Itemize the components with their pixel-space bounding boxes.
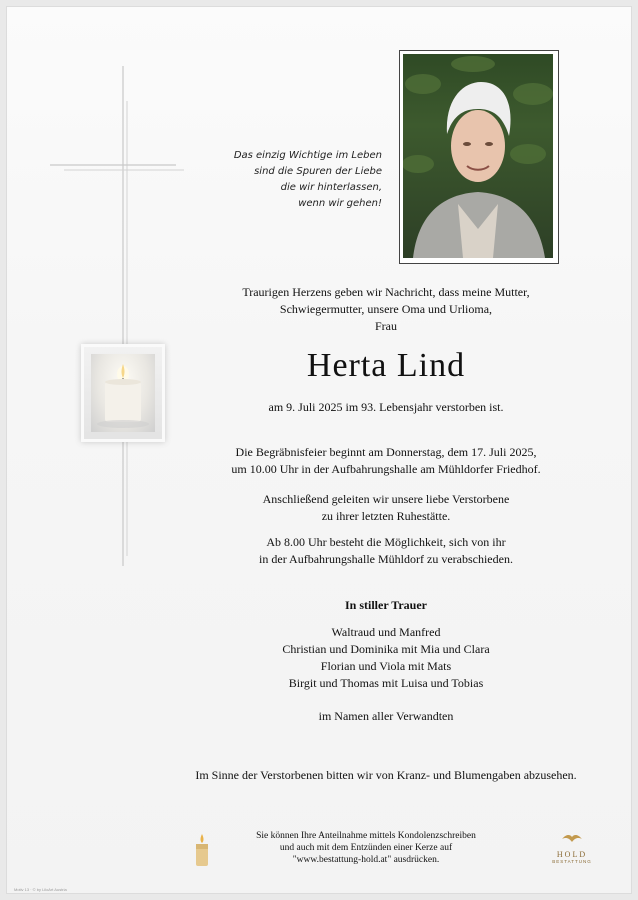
flowers-request: Im Sinne der Verstorbenen bitten wir von Kranz- und Blumengaben abzusehen.	[195, 768, 577, 782]
mourner-entry: Birgit und Thomas mit Luisa und Tobias	[288, 676, 484, 690]
quote	[202, 148, 382, 212]
intro-line: Traurigen Herzens geben wir Nachricht, dass meine Mutter,	[242, 285, 530, 299]
footer-line: Sie können Ihre Anteilnahme mittels Kondolenzschreiben	[256, 831, 476, 841]
mourner-entry: Florian und Viola mit Mats	[320, 659, 452, 673]
viewing-line: Ab 8.00 Uhr besteht die Möglichkeit, sich von ihr	[266, 535, 506, 549]
intro-line: Schwiegermutter, unsere Oma und Urlioma,	[279, 302, 493, 316]
footer-line: "www.bestattung-hold.at" ausdrücken.	[292, 855, 440, 865]
condolence-info	[226, 830, 506, 866]
funeral-line: Die Begräbnisfeier beginnt am Donnerstag, dem 17. Juli 2025,	[235, 445, 537, 459]
announcement-intro	[136, 284, 632, 335]
intro-line: Frau	[375, 319, 397, 333]
bird-icon	[561, 833, 583, 845]
quote-line: Das einzig Wichtige im Leben	[233, 150, 382, 161]
relatives-line: im Namen aller Verwandten	[318, 709, 454, 723]
quote-line: sind die Spuren der Liebe	[254, 166, 382, 177]
funeral-details	[136, 444, 632, 478]
funeral-home-logo	[550, 832, 594, 865]
mourner-entry: Waltraud und Manfred	[331, 625, 441, 639]
mourning-title: In stiller Trauer	[345, 598, 427, 612]
deceased-name: Herta Lind	[306, 347, 466, 384]
procession-details	[136, 491, 632, 525]
procession-line: zu ihrer letzten Ruhestätte.	[321, 509, 451, 523]
logo-subtitle: BESTATTUNG	[552, 859, 592, 864]
quote-line: die wir hinterlassen,	[280, 182, 382, 193]
small-candle-icon	[192, 832, 212, 868]
mourner-entry: Christian und Dominika mit Mia und Clara	[282, 642, 490, 656]
viewing-details	[136, 534, 632, 568]
obituary-page	[6, 6, 632, 894]
design-credit: Motiv 13 · © by LiloArt Austria	[14, 887, 67, 892]
procession-line: Anschließend geleiten wir unsere liebe Verstorbene	[262, 492, 510, 506]
portrait-photo	[399, 50, 559, 264]
footer-line: und auch mit dem Entzünden einer Kerze auf	[279, 843, 453, 853]
mourners-list	[136, 624, 632, 692]
death-date-line: am 9. Juli 2025 im 93. Lebensjahr verstorben ist.	[268, 400, 504, 414]
portrait-image	[403, 54, 553, 258]
viewing-line: in der Aufbahrungshalle Mühldorf zu verabschieden.	[259, 552, 513, 566]
quote-line: wenn wir gehen!	[298, 198, 382, 209]
logo-name: HOLD	[556, 850, 588, 859]
funeral-line: um 10.00 Uhr in der Aufbahrungshalle am Mühldorfer Friedhof.	[231, 462, 541, 476]
